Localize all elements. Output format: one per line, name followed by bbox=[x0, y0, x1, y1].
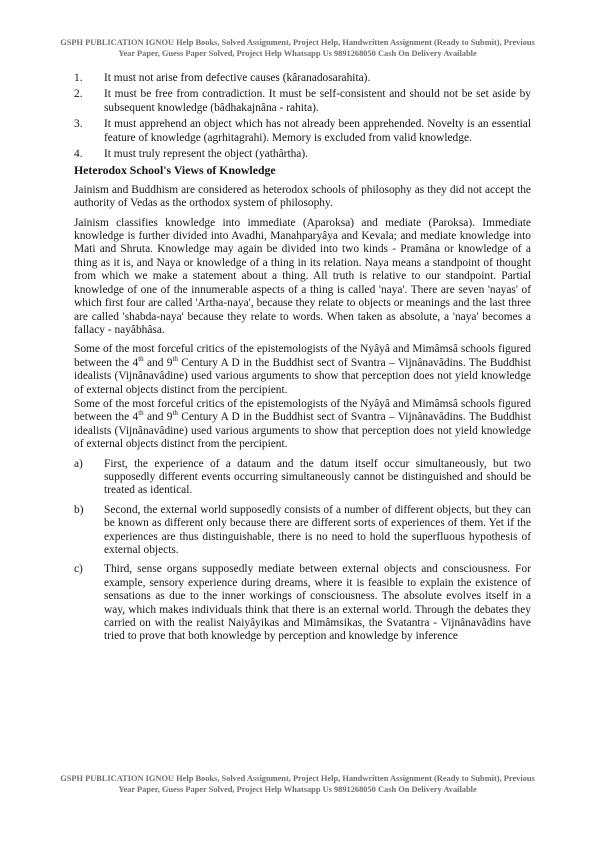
list-item bbox=[74, 148, 531, 161]
criteria-list bbox=[74, 72, 531, 161]
text-run: and 9 bbox=[143, 356, 173, 369]
list-item bbox=[74, 563, 531, 643]
list-item bbox=[74, 72, 531, 85]
text-run: and 9 bbox=[143, 411, 173, 424]
list-item bbox=[74, 504, 531, 558]
superscript: th bbox=[138, 409, 144, 418]
list-text: Third, sense organs supposedly mediate between external objects and consciousness. For example, sensory experience during dreams, where it is feasible to explain the existence of sensations as due to the inner workings of consciousness. The absolute evolves itself in a way, which makes individuals think that there is an external world. Through the debates they carried on with the realist Naiyâyikas and Mimâmsikas, the Svatantra - Vijnânavâdins have tried to prove that both knowledge by perception and knowledge by inference bbox=[104, 563, 531, 643]
list-text: It must truly represent the object (yathârtha). bbox=[104, 148, 309, 161]
list-text: It must not arise from defective causes (kâranadosarahita). bbox=[104, 72, 371, 84]
list-item bbox=[74, 118, 531, 145]
list-text: It must be free from contradiction. It must be self-consistent and should not be set aside by subsequent knowledge (bâdhakajnâna - rahita). bbox=[104, 88, 531, 114]
list-text: Second, the external world supposedly consists of a number of different objects, but they can be known as different only because there are different sorts of experiences of them. Yet if the experiences are thus distinguishable, there is no need to hold the superfluous hypothesis of external objects. bbox=[104, 503, 531, 556]
superscript: th bbox=[172, 409, 178, 418]
footer-banner: GSPH PUBLICATION IGNOU Help Books, Solved Assignment, Project Help, Handwritten Assignment (Ready to Submit), Previous Year Paper, Guess Paper Solved, Project Help Whatsapp Us 9891268050 Cash On Delivery Available bbox=[60, 774, 535, 795]
list-number: 3. bbox=[74, 118, 83, 131]
list-number: 2. bbox=[74, 88, 83, 101]
list-letter: b) bbox=[74, 503, 84, 516]
list-letter: c) bbox=[74, 563, 83, 576]
list-item bbox=[74, 88, 531, 115]
list-letter: a) bbox=[74, 457, 83, 470]
header-banner: GSPH PUBLICATION IGNOU Help Books, Solved Assignment, Project Help, Handwritten Assignment (Ready to Submit), Previous Year Paper, Guess Paper Solved, Project Help Whatsapp Us 9891268050 Cash On Delivery Available bbox=[60, 38, 535, 59]
text-run: Some of the most forceful critics of the epistemologists of the Nyâyâ and Mimâmsâ schools figured between the 4 bbox=[74, 397, 531, 424]
section-heading: Heterodox School's Views of Knowledge bbox=[74, 163, 276, 178]
text-run: Century A D in the Buddhist sect of Svantra – Vijnânavâdins. The Buddhist idealists (Vijnânavâdine) used various arguments to show that perception does not yield knowledge of external objects distinct from the percipient. bbox=[74, 411, 531, 451]
paragraph-heterodox-intro: Jainism and Buddhism are considered as heterodox schools of philosophy as they did not accept the authority of Vedas as the orthodox system of philosophy. bbox=[74, 183, 531, 210]
page-content bbox=[74, 72, 531, 650]
list-text: First, the experience of a dataum and the datum itself occur simultaneously, but two supposedly different events occurring simultaneously cannot be distinguished and should be treated as identical. bbox=[104, 457, 531, 497]
paragraph-critics bbox=[74, 343, 531, 397]
text-run: Century A D in the Buddhist sect of Svantra – Vijnânavâdins. The Buddhist idealists (Vijnânavâdine) used various arguments to show that perception does not yield knowledge of external objects distinct from the percipient. bbox=[74, 356, 531, 396]
superscript: th bbox=[138, 354, 144, 363]
arguments-list bbox=[74, 458, 531, 644]
paragraph-critics-repeat bbox=[74, 398, 531, 452]
list-text: It must apprehend an object which has not already been apprehended. Novelty is an essential feature of knowledge (agrhitagrahi). Memory is excluded from valid knowledge. bbox=[104, 118, 531, 144]
list-number: 4. bbox=[74, 148, 83, 161]
list-number: 1. bbox=[74, 72, 83, 84]
text-run: Some of the most forceful critics of the epistemologists of the Nyâyâ and Mimâmsâ schools figured between the 4 bbox=[74, 343, 531, 369]
list-item bbox=[74, 458, 531, 498]
paragraph-jainism: Jainism classifies knowledge into immediate (Aparoksa) and mediate (Paroksa). Immediate knowledge is further divided into Avadhi, Manahparyâya and Kevala; and mediate knowledge into Mati and Shruta. Knowledge may again be divided into two kinds - Pramâna or knowledge of a thing as it is, and Naya or knowledge of a thing in its relation. Naya means a standpoint of thought from which we make a statement about a thing. All truth is relative to our standpoint. Partial knowledge of one of the innumerable aspects of a thing is called 'naya'. There are seven 'nayas' of which first four are called 'Artha-naya', because they relate to objects or meanings and the last three are called 'shabda-naya' because they relate to words. When taken as absolute, a 'naya' becomes a fallacy - nayâbhâsa. bbox=[74, 216, 531, 336]
superscript: th bbox=[172, 354, 178, 363]
